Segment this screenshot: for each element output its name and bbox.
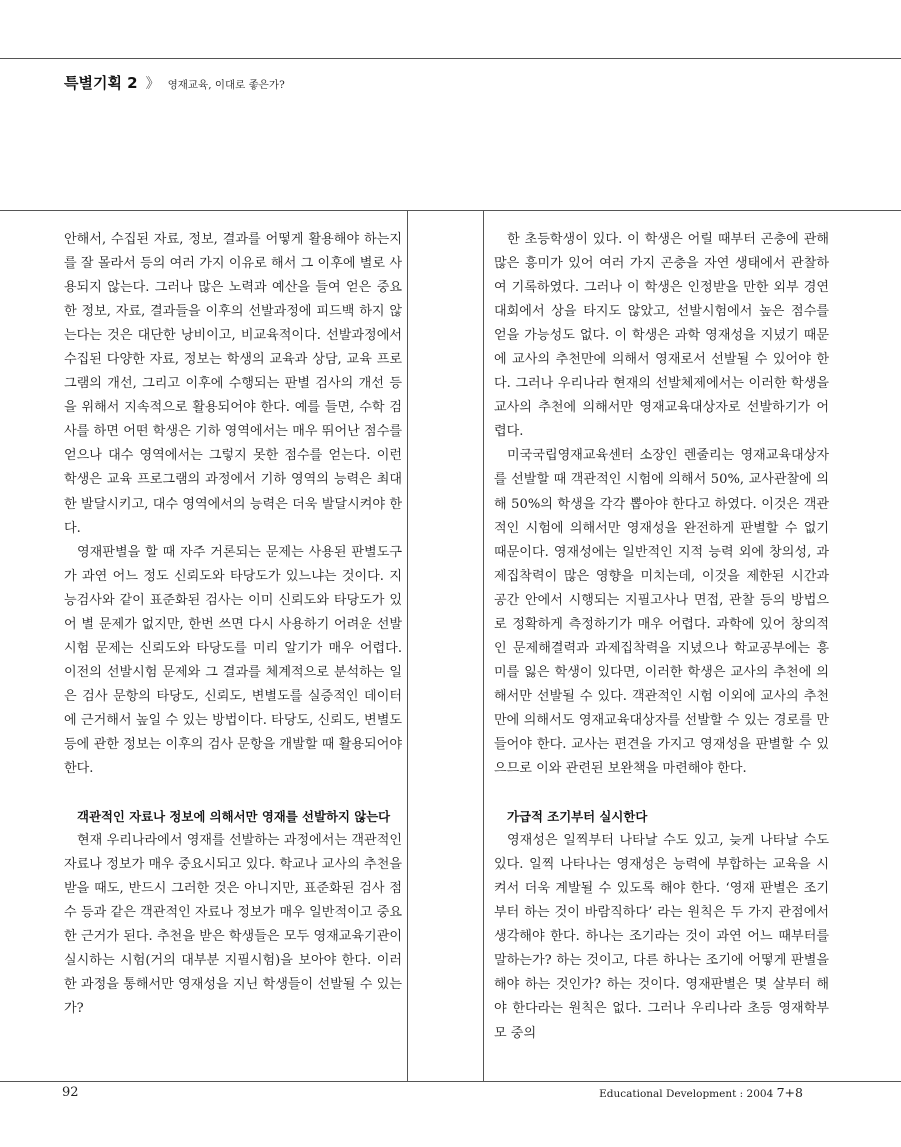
gutter-rule-right [483, 210, 484, 1081]
right-paragraph-2: 미국국립영재교육센터 소장인 렌줄리는 영재교육대상자를 선발할 때 객관적인 시험에 의해서 50%, 교사관찰에 의해 50%의 학생을 각각 뽑아야 한다고 하였다. 이것은 객관적인 시험에 의해서만 영재성을 완전하게 판별할 수 없기 때문이다. 영재성에는 일반적인 지적 능력 외에 창의성, 과제집착력이 많은 영향을 미치는데, 이것을 제한된 시간과 공간 안에서 시행되는 지필고사나 면접, 관찰 등의 방법으로 정확하게 측정하기가 매우 어렵다. 과학에 있어 창의적인 문제해결력과 과제집착력을 지녔으나 학교공부에는 흥미를 잃은 학생이 있다면, 이러한 학생은 교사의 추천에 의해서만 선발될 수 있다. 객관적인 시험 이외에 교사의 추천만에 의해서도 영재교육대상자를 선발할 수 있는 경로를 만들어야 한다. 교사는 편견을 가지고 영재성을 판별할 수 있으므로 이와 관련된 보완책을 마련해야 한다. [494, 448, 829, 777]
journal-issue: 7+8 [776, 1085, 803, 1100]
section-label: 특별기획 2 [64, 74, 138, 92]
footer-rule [0, 1081, 901, 1082]
top-rule [0, 58, 901, 59]
left-paragraph-1: 안해서, 수집된 자료, 정보, 결과를 어떻게 활용해야 하는지를 잘 몰라서 등의 여러 가지 이유로 해서 그 이후에 별로 사용되지 않는다. 그러나 많은 노력과 예산을 들여 얻은 중요한 정보, 자료, 결과들을 이후의 선발과정에 피드백 하지 않는다는 것은 대단한 낭비이고, 비교육적이다. 선발과정에서 수집된 다양한 자료, 정보는 학생의 교육과 상담, 교육 프로그램의 개선, 그리고 이후에 수행되는 판별 검사의 개선 등을 위해서 지속적으로 활용되어야 한다. 예를 들면, 수학 검사를 하면 어떤 학생은 기하 영역에서는 매우 뛰어난 점수를 얻으나 대수 영역에서는 그렇지 못한 점수를 얻는다. 이런 학생은 교육 프로그램의 과정에서 기하 영역의 능력은 최대한 발달시키고, 대수 영역에서의 능력은 더욱 발달시켜야 한다. [64, 232, 402, 536]
section-arrow: 》 [145, 76, 160, 92]
right-column [494, 228, 829, 1046]
left-section-heading: 객관적인 자료나 정보에 의해서만 영재를 선발하지 않는다 [77, 809, 391, 825]
left-column [64, 228, 402, 1022]
right-section-heading: 가급적 조기부터 실시한다 [507, 809, 648, 825]
right-paragraph-1: 한 초등학생이 있다. 이 학생은 어릴 때부터 곤충에 관해 많은 흥미가 있어 여러 가지 곤충을 자연 생태에서 관찰하여 기록하였다. 그러나 이 학생은 인정받을 만한 외부 경연대회에서 상을 타지도 않았고, 선발시험에서 높은 점수를 얻을 가능성도 없다. 이 학생은 과학 영재성을 지녔기 때문에 교사의 추천만에 의해서 영재로서 선발될 수 있어야 한다. 그러나 우리나라 현재의 선발체제에서는 이러한 학생을 교사의 추천에 의해서만 영재교육대상자로 선발하기가 어렵다. [494, 232, 829, 440]
gutter-rule-left [407, 210, 408, 1081]
left-paragraph-2: 영재판별을 할 때 자주 거론되는 문제는 사용된 판별도구가 과연 어느 정도 신뢰도와 타당도가 있느냐는 것이다. 지능검사와 같이 표준화된 검사는 이미 신뢰도와 타당도가 있어 별 문제가 없지만, 한번 쓰면 다시 사용하기 어려운 선발시험 문제는 신뢰도와 타당도를 미리 알기가 매우 어렵다. 이전의 선발시험 문제와 그 결과를 체계적으로 분석하는 일은 검사 문항의 타당도, 신뢰도, 변별도를 실증적인 데이터에 근거해서 높일 수 있는 방법이다. 타당도, 신뢰도, 변별도 등에 관한 정보는 이후의 검사 문항을 개발할 때 활용되어야 한다. [64, 544, 402, 777]
journal-name: Educational Development : 2004 [599, 1088, 774, 1100]
header-bottom-rule [0, 210, 901, 211]
section-subtitle: 영재교육, 이대로 좋은가? [167, 79, 285, 91]
journal-footer [599, 1085, 803, 1100]
left-paragraph-3: 현재 우리나라에서 영재를 선발하는 과정에서는 객관적인 자료나 정보가 매우 중요시되고 있다. 학교나 교사의 추천을 받을 때도, 반드시 그러한 것은 아니지만, 표준화된 검사 점수 등과 같은 객관적인 자료나 정보가 매우 일반적이고 중요한 근거가 된다. 추천을 받은 학생들은 모두 영재교육기관이 실시하는 시험(거의 대부분 지필시험)을 보아야 한다. 이러한 과정을 통해서만 영재성을 지닌 학생들이 선발될 수 있는가? [64, 833, 402, 1017]
page-number: 92 [62, 1085, 79, 1100]
right-paragraph-3: 영재성은 일찍부터 나타날 수도 있고, 늦게 나타날 수도 있다. 일찍 나타나는 영재성은 능력에 부합하는 교육을 시켜서 더욱 계발될 수 있도록 해야 한다. ‘영재 판별은 조기부터 하는 것이 바람직하다’ 라는 원칙은 두 가지 관점에서 생각해야 한다. 하나는 조기라는 것이 과연 어느 때부터를 말하는가? 하는 것이고, 다른 하나는 조기에 어떻게 판별을 해야 하는 것인가? 하는 것이다. 영재판별은 몇 살부터 해야 한다라는 원칙은 없다. 그러나 우리나라 초등 영재학부모 중의 [494, 833, 829, 1041]
running-header [64, 72, 285, 93]
